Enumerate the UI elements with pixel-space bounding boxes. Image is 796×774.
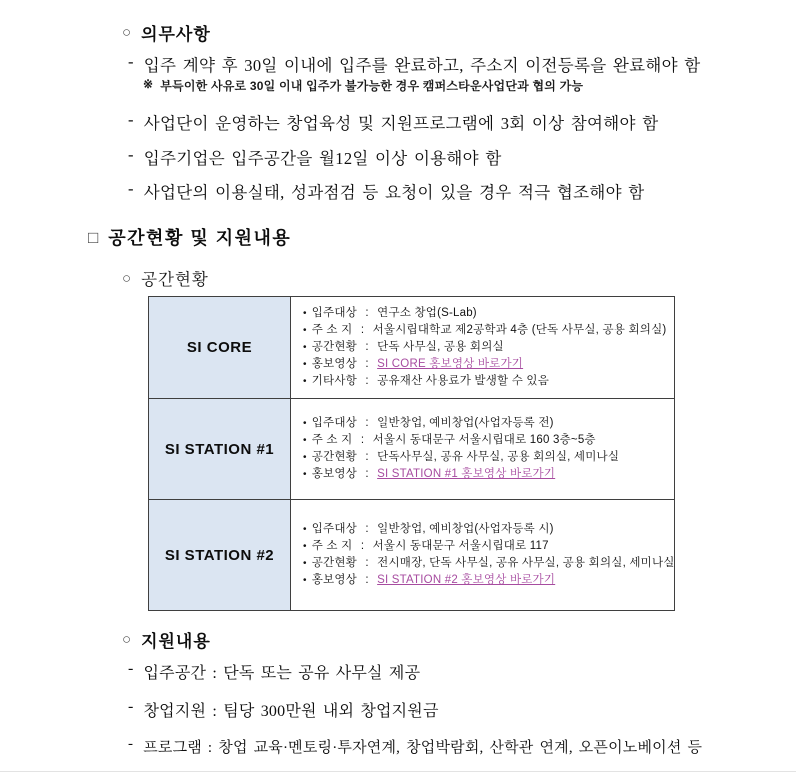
obligations-title: 의무사항 [141, 25, 211, 44]
label-separator: : [361, 375, 373, 387]
detail-value: 일반창업, 예비창업(사업자등록 시) [377, 523, 554, 535]
detail-label: 입주대상 [311, 307, 357, 319]
detail-line [303, 432, 668, 449]
detail-line [303, 572, 668, 589]
label-separator: : [361, 451, 373, 463]
bullet-icon: • [303, 418, 307, 429]
detail-label: 공간현황 [311, 451, 357, 463]
detail-line [303, 555, 675, 572]
label-separator: : [206, 665, 224, 682]
dash-marker: - [128, 736, 134, 752]
obligation-item [128, 52, 701, 76]
support-text [143, 736, 702, 757]
square-marker-icon: □ [88, 227, 99, 247]
support-value: 창업 교육·멘토링·투자연계, 창업박람회, 산학관 연계, 오픈이노베이션 등 [218, 740, 703, 756]
bullet-icon: • [303, 342, 307, 353]
note-text: 부득이한 사유로 30일 이내 입주가 불가능한 경우 캠퍼스타운사업단과 협의 가능 [160, 79, 584, 93]
support-title: 지원내용 [141, 632, 211, 651]
obligations-heading [122, 20, 211, 45]
space-section-title: 공간현황 및 지원내용 [108, 228, 292, 248]
facility-details-cell [291, 297, 675, 399]
detail-line [303, 305, 668, 322]
support-label: 창업지원 [143, 703, 207, 720]
detail-line [303, 339, 668, 356]
detail-line [303, 373, 668, 390]
promo-video-link[interactable]: SI STATION #2 홍보영상 바로가기 [377, 574, 556, 586]
detail-label: 홍보영상 [311, 358, 357, 370]
obligation-text: 입주기업은 입주공간을 월12일 이상 이용해야 함 [143, 149, 502, 168]
label-separator: : [357, 324, 368, 336]
dash-marker: - [128, 698, 134, 715]
support-item [128, 660, 420, 683]
obligation-text: 사업단의 이용실태, 성과점검 등 요청이 있을 경우 적극 협조해야 함 [143, 183, 645, 202]
label-separator: : [361, 557, 373, 569]
space-status-heading [122, 266, 209, 290]
label-separator: : [206, 703, 224, 720]
promo-video-link[interactable]: SI CORE 홍보영상 바로가기 [377, 358, 524, 370]
detail-label: 주 소 지 [311, 324, 353, 336]
detail-line [303, 521, 668, 538]
bullet-icon: • [303, 359, 307, 370]
circle-marker-icon: ○ [122, 631, 132, 648]
reference-mark-icon: ※ [143, 77, 154, 91]
detail-line [303, 449, 668, 466]
support-item [128, 698, 439, 721]
facility-name-cell [149, 399, 291, 500]
label-separator: : [361, 307, 373, 319]
table-row [149, 297, 675, 399]
label-separator: : [361, 417, 373, 429]
support-label: 프로그램 [143, 740, 202, 756]
obligation-note [143, 77, 583, 94]
label-separator: : [361, 574, 373, 586]
bullet-icon: • [303, 575, 307, 586]
detail-line [303, 356, 668, 373]
label-separator: : [361, 358, 373, 370]
detail-label: 입주대상 [311, 523, 357, 535]
bullet-icon: • [303, 469, 307, 480]
facility-table [148, 296, 675, 611]
detail-value: 공유재산 사용료가 발생할 수 있음 [377, 375, 550, 387]
label-separator: : [357, 434, 368, 446]
detail-line [303, 538, 668, 555]
bullet-icon: • [303, 325, 307, 336]
space-section-heading [88, 224, 291, 250]
page-bottom-divider [0, 771, 796, 772]
support-text [144, 698, 439, 721]
dash-marker: - [128, 179, 134, 198]
support-label: 입주공간 [143, 665, 207, 682]
facility-details-cell [291, 399, 675, 500]
support-value: 팀당 300만원 내외 창업지원금 [223, 703, 439, 720]
detail-value: 서울시 동대문구 서울시립대로 160 3층~5층 [372, 434, 596, 446]
detail-line [303, 415, 668, 432]
label-separator: : [361, 523, 373, 535]
support-text [144, 660, 421, 683]
space-status-title: 공간현황 [141, 271, 209, 289]
dash-marker: - [128, 52, 134, 71]
dash-marker: - [128, 110, 134, 129]
bullet-icon: • [303, 558, 307, 569]
detail-label: 홍보영상 [311, 468, 357, 480]
detail-label: 주 소 지 [311, 434, 353, 446]
facility-name-cell [149, 500, 291, 611]
bullet-icon: • [303, 435, 307, 446]
table-row [149, 399, 675, 500]
bullet-icon: • [303, 308, 307, 319]
support-item [128, 736, 702, 757]
obligation-text: 입주 계약 후 30일 이내에 입주를 완료하고, 주소지 이전등록을 완료해야 함 [143, 56, 701, 75]
detail-value: 일반창업, 예비창업(사업자등록 전) [377, 417, 554, 429]
bullet-icon: • [303, 541, 307, 552]
detail-value: 단독사무실, 공유 사무실, 공용 회의실, 세미나실 [377, 451, 620, 463]
detail-label: 기타사항 [311, 375, 357, 387]
detail-line [303, 466, 668, 483]
detail-line [303, 322, 668, 339]
support-heading [122, 627, 211, 652]
detail-value: 서울시립대학교 제2공학과 4층 (단독 사무실, 공용 회의실) [372, 324, 667, 336]
circle-marker-icon: ○ [122, 24, 132, 41]
table-row [149, 500, 675, 611]
facility-name: SI STATION #1 [164, 440, 275, 458]
bullet-icon: • [303, 524, 307, 535]
label-separator: : [201, 740, 219, 756]
dash-marker: - [128, 660, 134, 677]
detail-label: 공간현황 [311, 557, 357, 569]
detail-label: 입주대상 [311, 417, 357, 429]
bullet-icon: • [303, 452, 307, 463]
detail-value: 연구소 창업(S-Lab) [377, 307, 477, 319]
detail-label: 주 소 지 [311, 540, 353, 552]
obligation-item [128, 145, 502, 169]
detail-label: 공간현황 [311, 341, 357, 353]
facility-name: SI STATION #2 [164, 546, 275, 564]
dash-marker: - [128, 145, 134, 164]
facility-name-cell [149, 297, 291, 399]
obligation-item [128, 179, 645, 203]
label-separator: : [361, 341, 373, 353]
detail-label: 홍보영상 [311, 574, 357, 586]
label-separator: : [357, 540, 368, 552]
facility-details-cell [291, 500, 675, 611]
label-separator: : [361, 468, 373, 480]
detail-value: 전시매장, 단독 사무실, 공유 사무실, 공용 회의실, 세미나실 [377, 557, 675, 569]
circle-marker-icon: ○ [122, 269, 132, 287]
detail-value: 서울시 동대문구 서울시립대로 117 [372, 540, 549, 552]
obligation-item [128, 110, 658, 134]
support-value: 단독 또는 공유 사무실 제공 [223, 665, 421, 682]
bullet-icon: • [303, 376, 307, 387]
obligation-text: 사업단이 운영하는 창업육성 및 지원프로그램에 3회 이상 참여해야 함 [143, 114, 659, 133]
detail-value: 단독 사무실, 공용 회의실 [377, 341, 504, 353]
promo-video-link[interactable]: SI STATION #1 홍보영상 바로가기 [377, 468, 556, 480]
facility-name: SI CORE [186, 339, 253, 356]
